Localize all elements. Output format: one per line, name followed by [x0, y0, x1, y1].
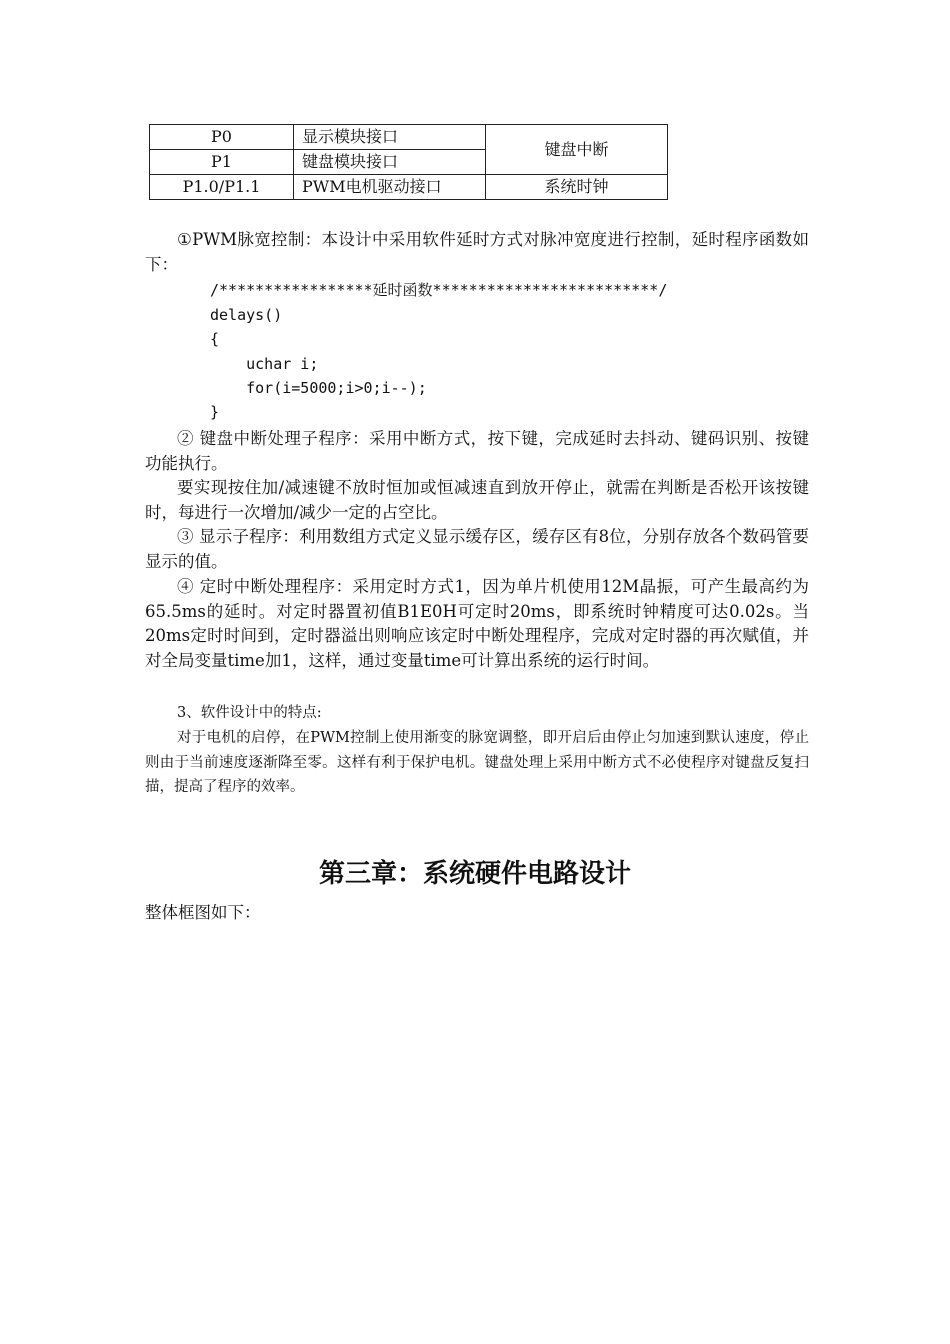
- clock-cell: 系统时钟: [486, 175, 668, 200]
- keyboard-paragraph: ② 键盘中断处理子程序：采用中断方式，按下键，完成延时去抖动、键码识别、按键功能执行。: [145, 429, 809, 473]
- code-line: uchar i;: [210, 355, 319, 373]
- desc-cell: PWM电机驱动接口: [294, 175, 486, 200]
- code-line: delays(): [210, 306, 283, 324]
- pwm-paragraph: ①PWM脉宽控制：本设计中采用软件延时方式对脉冲宽度进行控制，延时程序函数如下：: [145, 230, 809, 274]
- table-row: [150, 125, 668, 150]
- code-line: /*****************延时函数*************************/: [210, 281, 668, 299]
- hold-key-paragraph: 要实现按住加/减速键不放时恒加或恒减速直到放开停止，就需在判断是否松开该按键时，每进行一次增加/减少一定的占空比。: [145, 478, 809, 522]
- desc-cell: 显示模块接口: [294, 125, 486, 150]
- port-table: [149, 124, 668, 200]
- port-cell: P1: [150, 150, 294, 175]
- code-line: {: [210, 330, 220, 348]
- code-line: for(i=5000;i>0;i--);: [210, 379, 427, 397]
- port-cell: P1.0/P1.1: [150, 175, 294, 200]
- merged-cell: 键盘中断: [486, 125, 668, 175]
- port-cell: P0: [150, 125, 294, 150]
- block-diagram-caption: 整体框图如下：: [145, 903, 261, 922]
- table-row: [150, 175, 668, 200]
- features-heading: 3、软件设计中的特点:: [177, 705, 322, 721]
- code-line: }: [210, 403, 220, 421]
- desc-cell: 键盘模块接口: [294, 150, 486, 175]
- chapter-title: 第三章：系统硬件电路设计: [318, 859, 631, 889]
- timer-paragraph: ④ 定时中断处理程序：采用定时方式1，因为单片机使用12M晶振，可产生最高约为65.5ms的延时。对定时器置初值B1E0H可定时20ms，即系统时钟精度可达0.02s。当20ms定时时间到，定时器溢出则响应该定时中断处理程序，完成对定时器的再次赋值，并对全局变量time加1，这样，通过变量time可计算出系统的运行时间。: [145, 577, 809, 670]
- display-paragraph: ③ 显示子程序：利用数组方式定义显示缓存区，缓存区有8位，分别存放各个数码管要显示的值。: [145, 527, 809, 571]
- features-paragraph: 对于电机的启停，在PWM控制上使用渐变的脉宽调整，即开启后由停止匀加速到默认速度，停止则由于当前速度逐渐降至零。这样有利于保护电机。键盘处理上采用中断方式不必使程序对键盘反复扫描，提高了程序的效率。: [145, 730, 809, 795]
